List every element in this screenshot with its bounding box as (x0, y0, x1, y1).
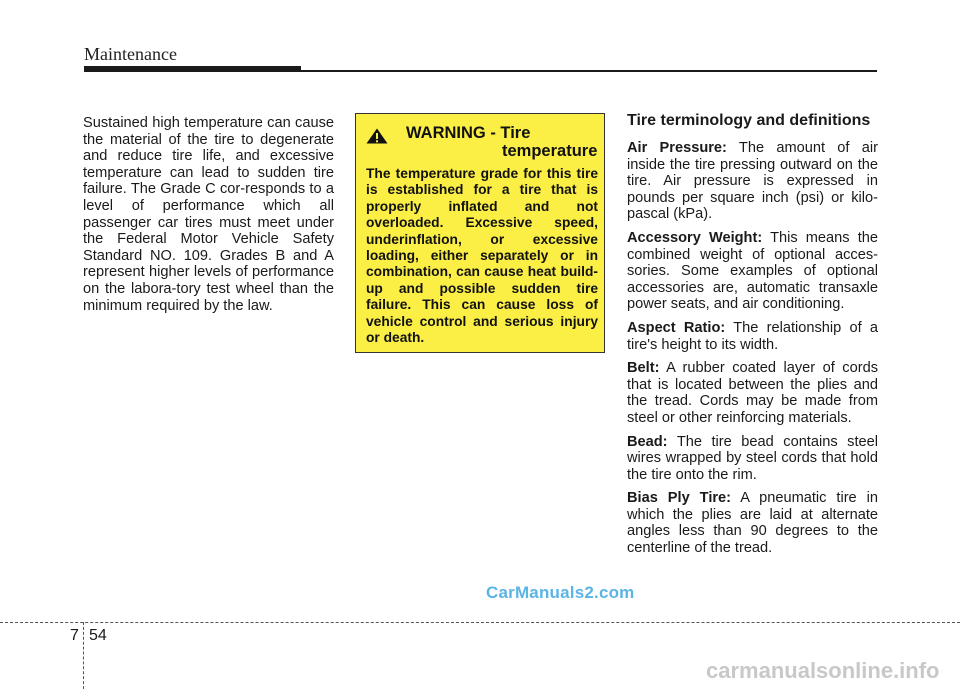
term-label: Aspect Ratio: (627, 319, 726, 336)
footer-rule (0, 622, 960, 623)
term-label: Belt: (627, 360, 660, 377)
footer-divider (83, 622, 84, 689)
term-item (627, 320, 878, 353)
page-number: 54 (89, 627, 107, 644)
term-definition: The amount of air inside the tire pressing outward on the tire. Air pressure is expressed in pounds per square inch (psi) or kilo-pascal (kPa). (627, 140, 878, 223)
warning-box (355, 113, 605, 353)
header-rule-thick (84, 66, 301, 72)
terminology-column (627, 113, 878, 564)
term-definition: This means the combined weight of optional acces-sories. Some examples of optional accessories are, automatic transaxle power seats, and air conditioning. (627, 229, 878, 313)
term-item (627, 490, 878, 556)
header-rule-thin (301, 70, 877, 72)
term-label: Bead: (627, 433, 668, 450)
term-definition: A pneumatic tire in which the plies are laid at alternate angles less than 90 degrees to the centerline of the tread. (627, 490, 879, 557)
warning-body: The temperature grade for this tire is established for a tire that is properly inflated and not overloaded. Excessive speed, underinflation, or excessive loading, either separately or in combination, can cause heat build-up and possible sudden tire failure. This can cause loss of vehicle control and serious injury or death. (366, 166, 598, 346)
term-definition: The tire bead contains steel wires wrapped by steel cords that hold the tire onto the rim. (627, 433, 878, 483)
left-column-text: Sustained high temperature can cause the material of the tire to degenerate and reduce tire life, and excessive temperature can lead to sudden tire failure. The Grade C cor-responds to a level of performance which all passenger car tires must meet under the Federal Motor Vehicle Safety Standard NO. 109. Grades B and A represent higher levels of performance on the labora-tory test wheel than the minimum required by the law. (83, 115, 334, 314)
terminology-heading: Tire terminology and definitions (627, 112, 871, 129)
warning-heading (406, 124, 598, 160)
term-label: Accessory Weight: (627, 229, 763, 246)
section-title: Maintenance (84, 44, 177, 64)
term-definition: A rubber coated layer of cords that is located between the plies and the tread. Cords may be made from steel or other reinforcing materials. (627, 360, 878, 426)
term-item (627, 230, 878, 313)
term-label: Air Pressure: (627, 140, 727, 156)
carmanuals-watermark: CarManuals2.com (486, 583, 635, 602)
warning-heading-line2: temperature (502, 142, 598, 160)
term-list (627, 140, 878, 557)
term-item (627, 140, 878, 223)
site-watermark: carmanualsonline.info (706, 658, 940, 683)
term-definition: The relationship of a tire's height to its width. (627, 319, 879, 353)
term-item (627, 360, 878, 426)
term-label: Bias Ply Tire: (627, 490, 732, 507)
warning-triangle-icon (366, 128, 388, 144)
chapter-number: 7 (70, 627, 79, 644)
term-item (627, 434, 878, 484)
warning-heading-line1: WARNING - Tire (406, 124, 531, 142)
